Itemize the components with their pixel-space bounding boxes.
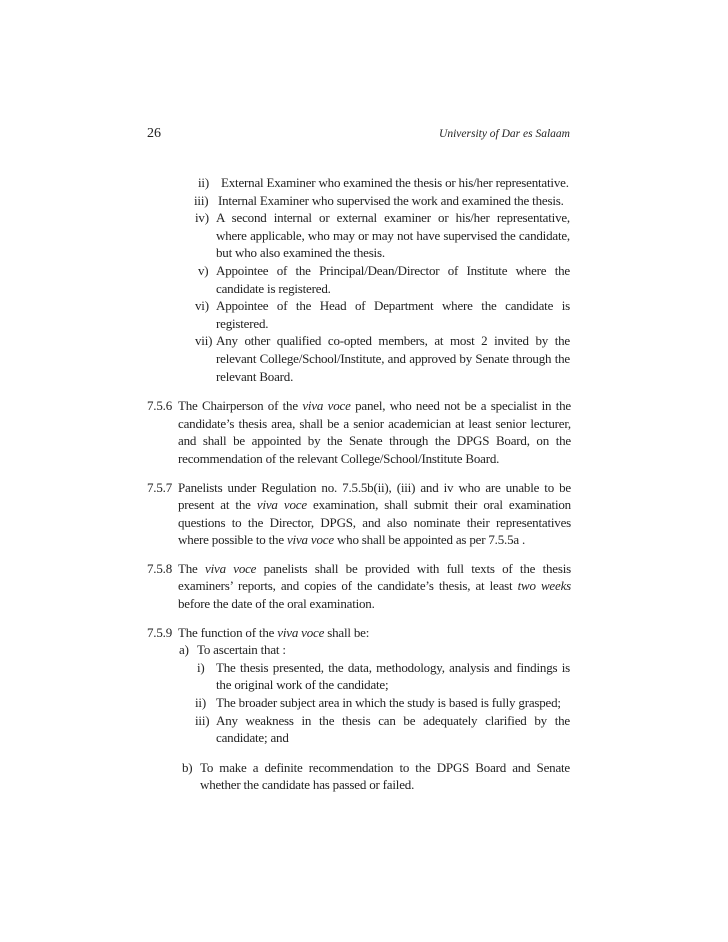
- section-number: 7.5.9: [147, 624, 173, 640]
- list-item: [0, 332, 728, 385]
- list-text: Any other qualified co-opted members, at most 2 invited by the relevant College/School/Institute, and approved by Senate through the relevant Board.: [216, 333, 570, 384]
- section-number: 7.5.8: [147, 560, 173, 576]
- section-body: [178, 397, 571, 467]
- text-run: shall be:: [327, 624, 370, 640]
- list-text: Appointee of the Head of Department where the candidate is registered.: [216, 298, 570, 331]
- section-7-5-7: [0, 479, 728, 549]
- list-text: A second internal or external examiner or his/her representative, where applicable, who may or may not have supervised the candidate, but who also examined the thesis.: [216, 210, 570, 261]
- text-run: who shall be appointed as per 7.5.5a .: [336, 532, 526, 548]
- list-marker: iii): [195, 712, 210, 728]
- section-7-5-9: [0, 624, 728, 794]
- running-title: University of Dar es Salaam: [439, 128, 570, 140]
- section-number: 7.5.7: [147, 479, 173, 495]
- text-run: before the date of the oral examination.: [178, 596, 375, 612]
- list-item: [0, 192, 728, 210]
- text-run: panelists shall be provided with full texts of the thesis examiners’ reports, and copies of the candidate’s thesis, at least: [178, 560, 572, 594]
- sub-item-a: [0, 641, 728, 659]
- italic-term: viva voce: [277, 624, 325, 640]
- list-marker: v): [198, 262, 209, 278]
- text-run: panel, who need not be a specialist in the candidate’s thesis area, shall be a senior academician at least senior lecturer, and shall be appointed by the Senate through the DPGS Board, on the recommendation of the relevant College/School/Institute Board.: [178, 398, 571, 466]
- italic-term: viva voce: [302, 398, 351, 414]
- list-item: [0, 659, 728, 694]
- list-marker: vii): [195, 333, 213, 349]
- section-body: [178, 560, 571, 613]
- section-body: [178, 624, 571, 642]
- list-item: [0, 262, 728, 297]
- list-text: The thesis presented, the data, methodology, analysis and findings is the original work of the candidate;: [216, 659, 570, 693]
- list-text: Any weakness in the thesis can be adequately clarified by the candidate; and: [216, 712, 570, 746]
- text-run: Panelists under Regulation no. 7.5.5b(ii), (iii) and iv who are unable to be present at the: [178, 479, 571, 513]
- italic-term: two weeks: [517, 578, 571, 594]
- page-number: 26: [147, 126, 161, 141]
- sub-item-b: [0, 759, 728, 794]
- list-marker: b): [182, 759, 193, 775]
- text-run: The: [178, 560, 198, 576]
- list-text: Appointee of the Principal/Dean/Director of Institute where the candidate is registered.: [216, 262, 570, 296]
- list-marker: a): [179, 642, 189, 658]
- list-text: Internal Examiner who supervised the work and examined the thesis.: [218, 192, 564, 208]
- page-header: [147, 126, 570, 146]
- list-item: [0, 297, 728, 332]
- list-text: To ascertain that :: [197, 642, 286, 658]
- list-marker: iv): [195, 210, 209, 226]
- list-item: [0, 712, 728, 747]
- list-text: External Examiner who examined the thesis or his/her representative.: [221, 175, 569, 190]
- list-marker: ii): [195, 695, 206, 711]
- examiner-list: [0, 174, 728, 385]
- section-number: 7.5.6: [147, 398, 173, 414]
- italic-term: viva voce: [256, 497, 307, 513]
- text-run: The Chairperson of the: [178, 398, 298, 414]
- list-item: [0, 694, 728, 712]
- list-item: [0, 174, 728, 192]
- section-7-5-6: [0, 397, 728, 467]
- list-item: [0, 209, 728, 262]
- text-run: examination, shall submit their oral examination questions to the Director, DPGS, and also nominate their representatives where possible to the: [178, 497, 571, 548]
- list-marker: vi): [195, 298, 209, 314]
- list-text: The broader subject area in which the study is based is fully grasped;: [216, 695, 561, 711]
- list-text: To make a definite recommendation to the DPGS Board and Senate whether the candidate has passed or failed.: [200, 759, 570, 793]
- italic-term: viva voce: [286, 532, 334, 548]
- list-marker: iii): [194, 192, 209, 208]
- list-marker: i): [197, 659, 205, 675]
- text-run: The function of the: [178, 624, 275, 640]
- section-body: [178, 479, 571, 549]
- page-content: [0, 174, 728, 794]
- section-7-5-8: [0, 560, 728, 613]
- italic-term: viva voce: [205, 560, 257, 576]
- list-marker: ii): [198, 175, 209, 190]
